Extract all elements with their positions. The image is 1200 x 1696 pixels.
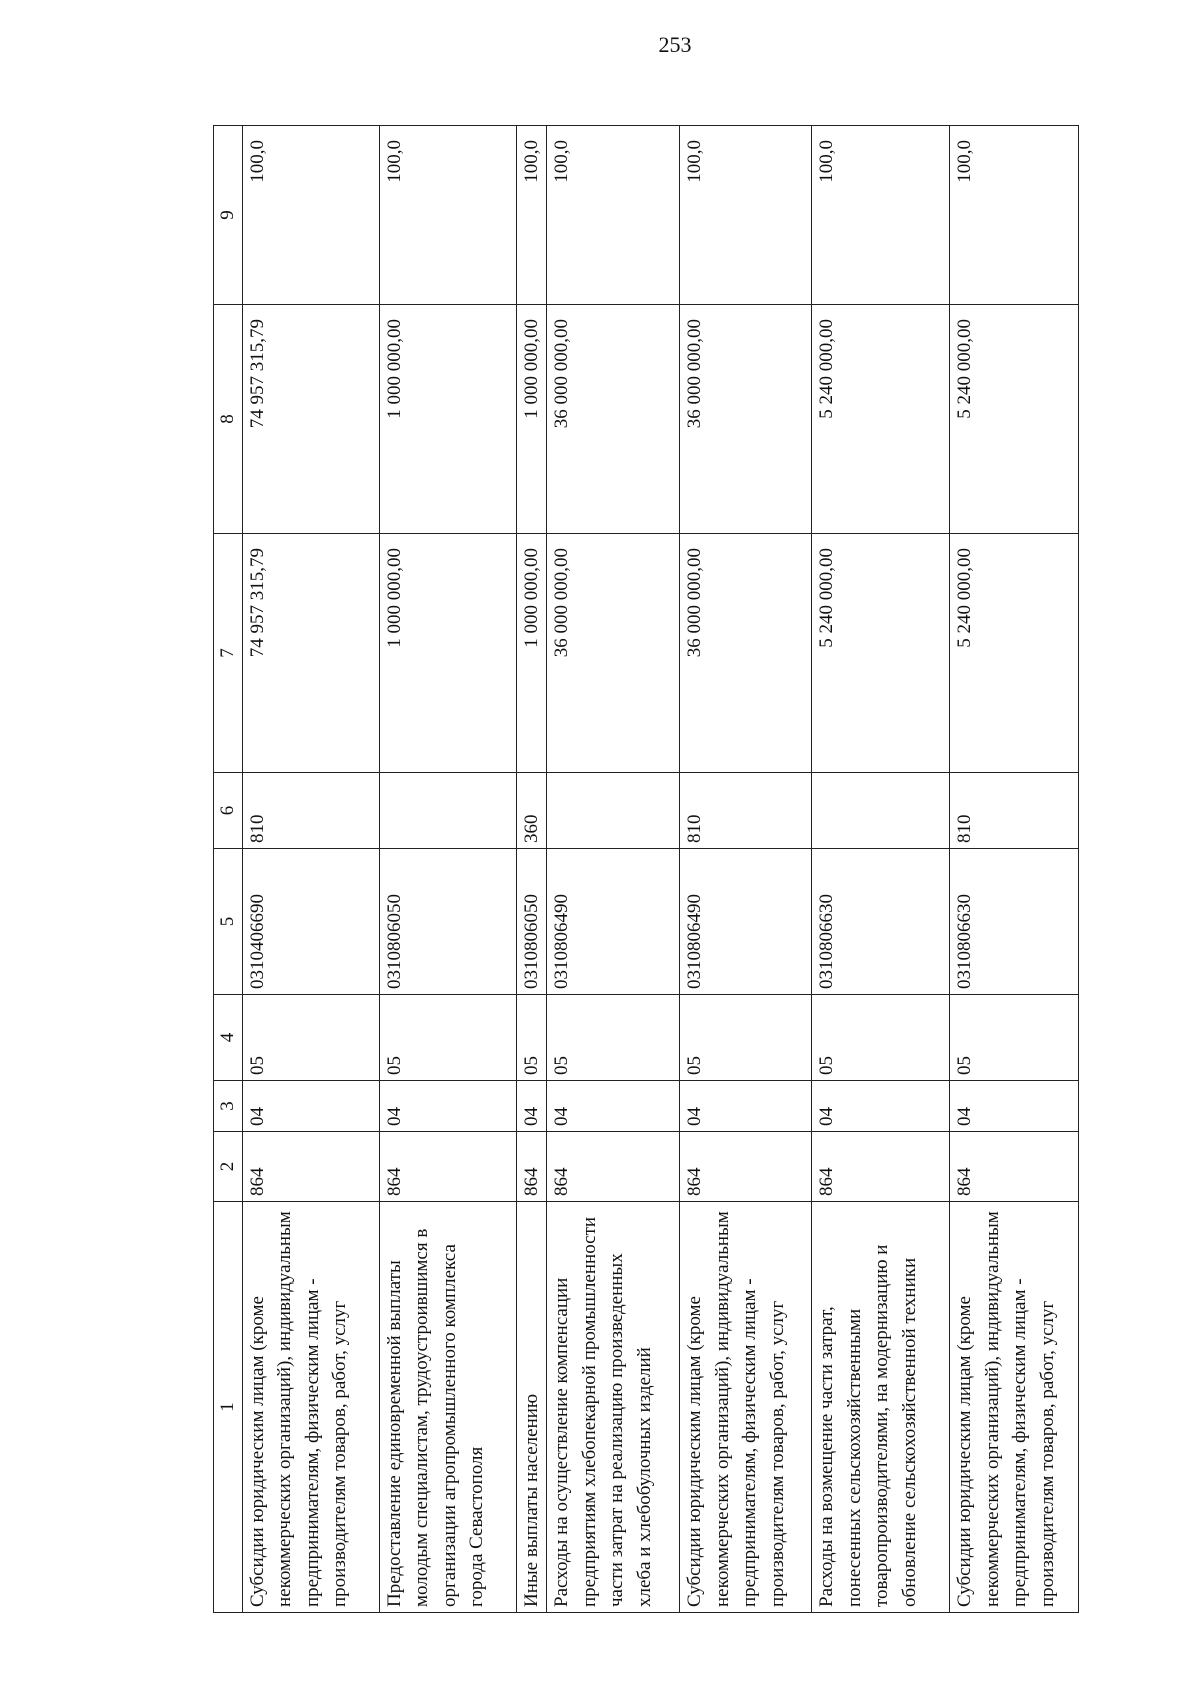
col-header: 1 (214, 1202, 243, 1613)
executed-amount: 36 000 000,00 (547, 305, 680, 534)
subsection-code: 05 (547, 995, 680, 1081)
expense-type-code: 360 (516, 773, 547, 849)
expense-type-code: 810 (950, 773, 1079, 849)
col-header: 4 (214, 995, 243, 1081)
planned-amount: 74 957 315,79 (242, 534, 379, 773)
section-code: 04 (379, 1081, 516, 1132)
target-article-code: 0310806050 (516, 849, 547, 995)
header-row (214, 126, 243, 1613)
planned-amount: 5 240 000,00 (812, 534, 950, 773)
col-header: 7 (214, 534, 243, 773)
execution-percent: 100,0 (547, 126, 680, 305)
subsection-code: 05 (680, 995, 812, 1081)
table-row (680, 126, 812, 1613)
planned-amount: 36 000 000,00 (547, 534, 680, 773)
row-description: Иные выплаты населению (516, 1202, 547, 1613)
execution-percent: 100,0 (379, 126, 516, 305)
expense-type-code (547, 773, 680, 849)
planned-amount: 5 240 000,00 (950, 534, 1079, 773)
expense-type-code (379, 773, 516, 849)
table-row (812, 126, 950, 1613)
expense-type-code: 810 (242, 773, 379, 849)
col-header: 2 (214, 1132, 243, 1202)
row-description: Субсидии юридическим лицам (кроме некоммерческих организаций), индивидуальным предпринимателям, физическим лицам - производителям товаров, работ, услуг (950, 1202, 1079, 1613)
section-code: 04 (516, 1081, 547, 1132)
executed-amount: 1 000 000,00 (379, 305, 516, 534)
ministry-code: 864 (950, 1132, 1079, 1202)
row-description: Субсидии юридическим лицам (кроме некоммерческих организаций), индивидуальным предпринимателям, физическим лицам - производителям товаров, работ, услуг (242, 1202, 379, 1613)
execution-percent: 100,0 (516, 126, 547, 305)
ministry-code: 864 (812, 1132, 950, 1202)
subsection-code: 05 (950, 995, 1079, 1081)
section-code: 04 (680, 1081, 812, 1132)
target-article-code: 0310806490 (547, 849, 680, 995)
execution-percent: 100,0 (812, 126, 950, 305)
table-row (547, 126, 680, 1613)
table-row (950, 126, 1079, 1613)
expense-type-code: 810 (680, 773, 812, 849)
subsection-code: 05 (379, 995, 516, 1081)
subsection-code: 05 (812, 995, 950, 1081)
col-header: 8 (214, 305, 243, 534)
budget-table-rotated (213, 126, 1073, 1613)
section-code: 04 (242, 1081, 379, 1132)
section-code: 04 (950, 1081, 1079, 1132)
table-row (516, 126, 547, 1613)
executed-amount: 5 240 000,00 (950, 305, 1079, 534)
execution-percent: 100,0 (680, 126, 812, 305)
row-description: Субсидии юридическим лицам (кроме некоммерческих организаций), индивидуальным предпринимателям, физическим лицам - производителям товаров, работ, услуг (680, 1202, 812, 1613)
target-article-code: 0310806490 (680, 849, 812, 995)
page-number: 253 (658, 32, 692, 57)
target-article-code: 0310806630 (812, 849, 950, 995)
executed-amount: 74 957 315,79 (242, 305, 379, 534)
executed-amount: 5 240 000,00 (812, 305, 950, 534)
table-row (242, 126, 379, 1613)
executed-amount: 1 000 000,00 (516, 305, 547, 534)
execution-percent: 100,0 (950, 126, 1079, 305)
section-code: 04 (547, 1081, 680, 1132)
ministry-code: 864 (516, 1132, 547, 1202)
target-article-code: 0310806630 (950, 849, 1079, 995)
ministry-code: 864 (547, 1132, 680, 1202)
target-article-code: 0310806050 (379, 849, 516, 995)
expense-type-code (812, 773, 950, 849)
ministry-code: 864 (379, 1132, 516, 1202)
planned-amount: 1 000 000,00 (379, 534, 516, 773)
col-header: 6 (214, 773, 243, 849)
planned-amount: 36 000 000,00 (680, 534, 812, 773)
target-article-code: 0310406690 (242, 849, 379, 995)
section-code: 04 (812, 1081, 950, 1132)
col-header: 5 (214, 849, 243, 995)
col-header: 9 (214, 126, 243, 305)
table-row (379, 126, 516, 1613)
row-description: Предоставление единовременной выплаты молодым специалистам, трудоустроившимся в организации агропромышленного комплекса города Севастополя (379, 1202, 516, 1613)
executed-amount: 36 000 000,00 (680, 305, 812, 534)
ministry-code: 864 (242, 1132, 379, 1202)
ministry-code: 864 (680, 1132, 812, 1202)
planned-amount: 1 000 000,00 (516, 534, 547, 773)
budget-table (213, 125, 1079, 1613)
row-description: Расходы на осуществление компенсации предприятиям хлебопекарной промышленности части затрат на реализацию произведенных хлеба и хлебобулочных изделий (547, 1202, 680, 1613)
row-description: Расходы на возмещение части затрат, понесенных сельскохозяйственными товаропроизводителями, на модернизацию и обновление сельскохозяйственной техники (812, 1202, 950, 1613)
subsection-code: 05 (242, 995, 379, 1081)
subsection-code: 05 (516, 995, 547, 1081)
col-header: 3 (214, 1081, 243, 1132)
execution-percent: 100,0 (242, 126, 379, 305)
